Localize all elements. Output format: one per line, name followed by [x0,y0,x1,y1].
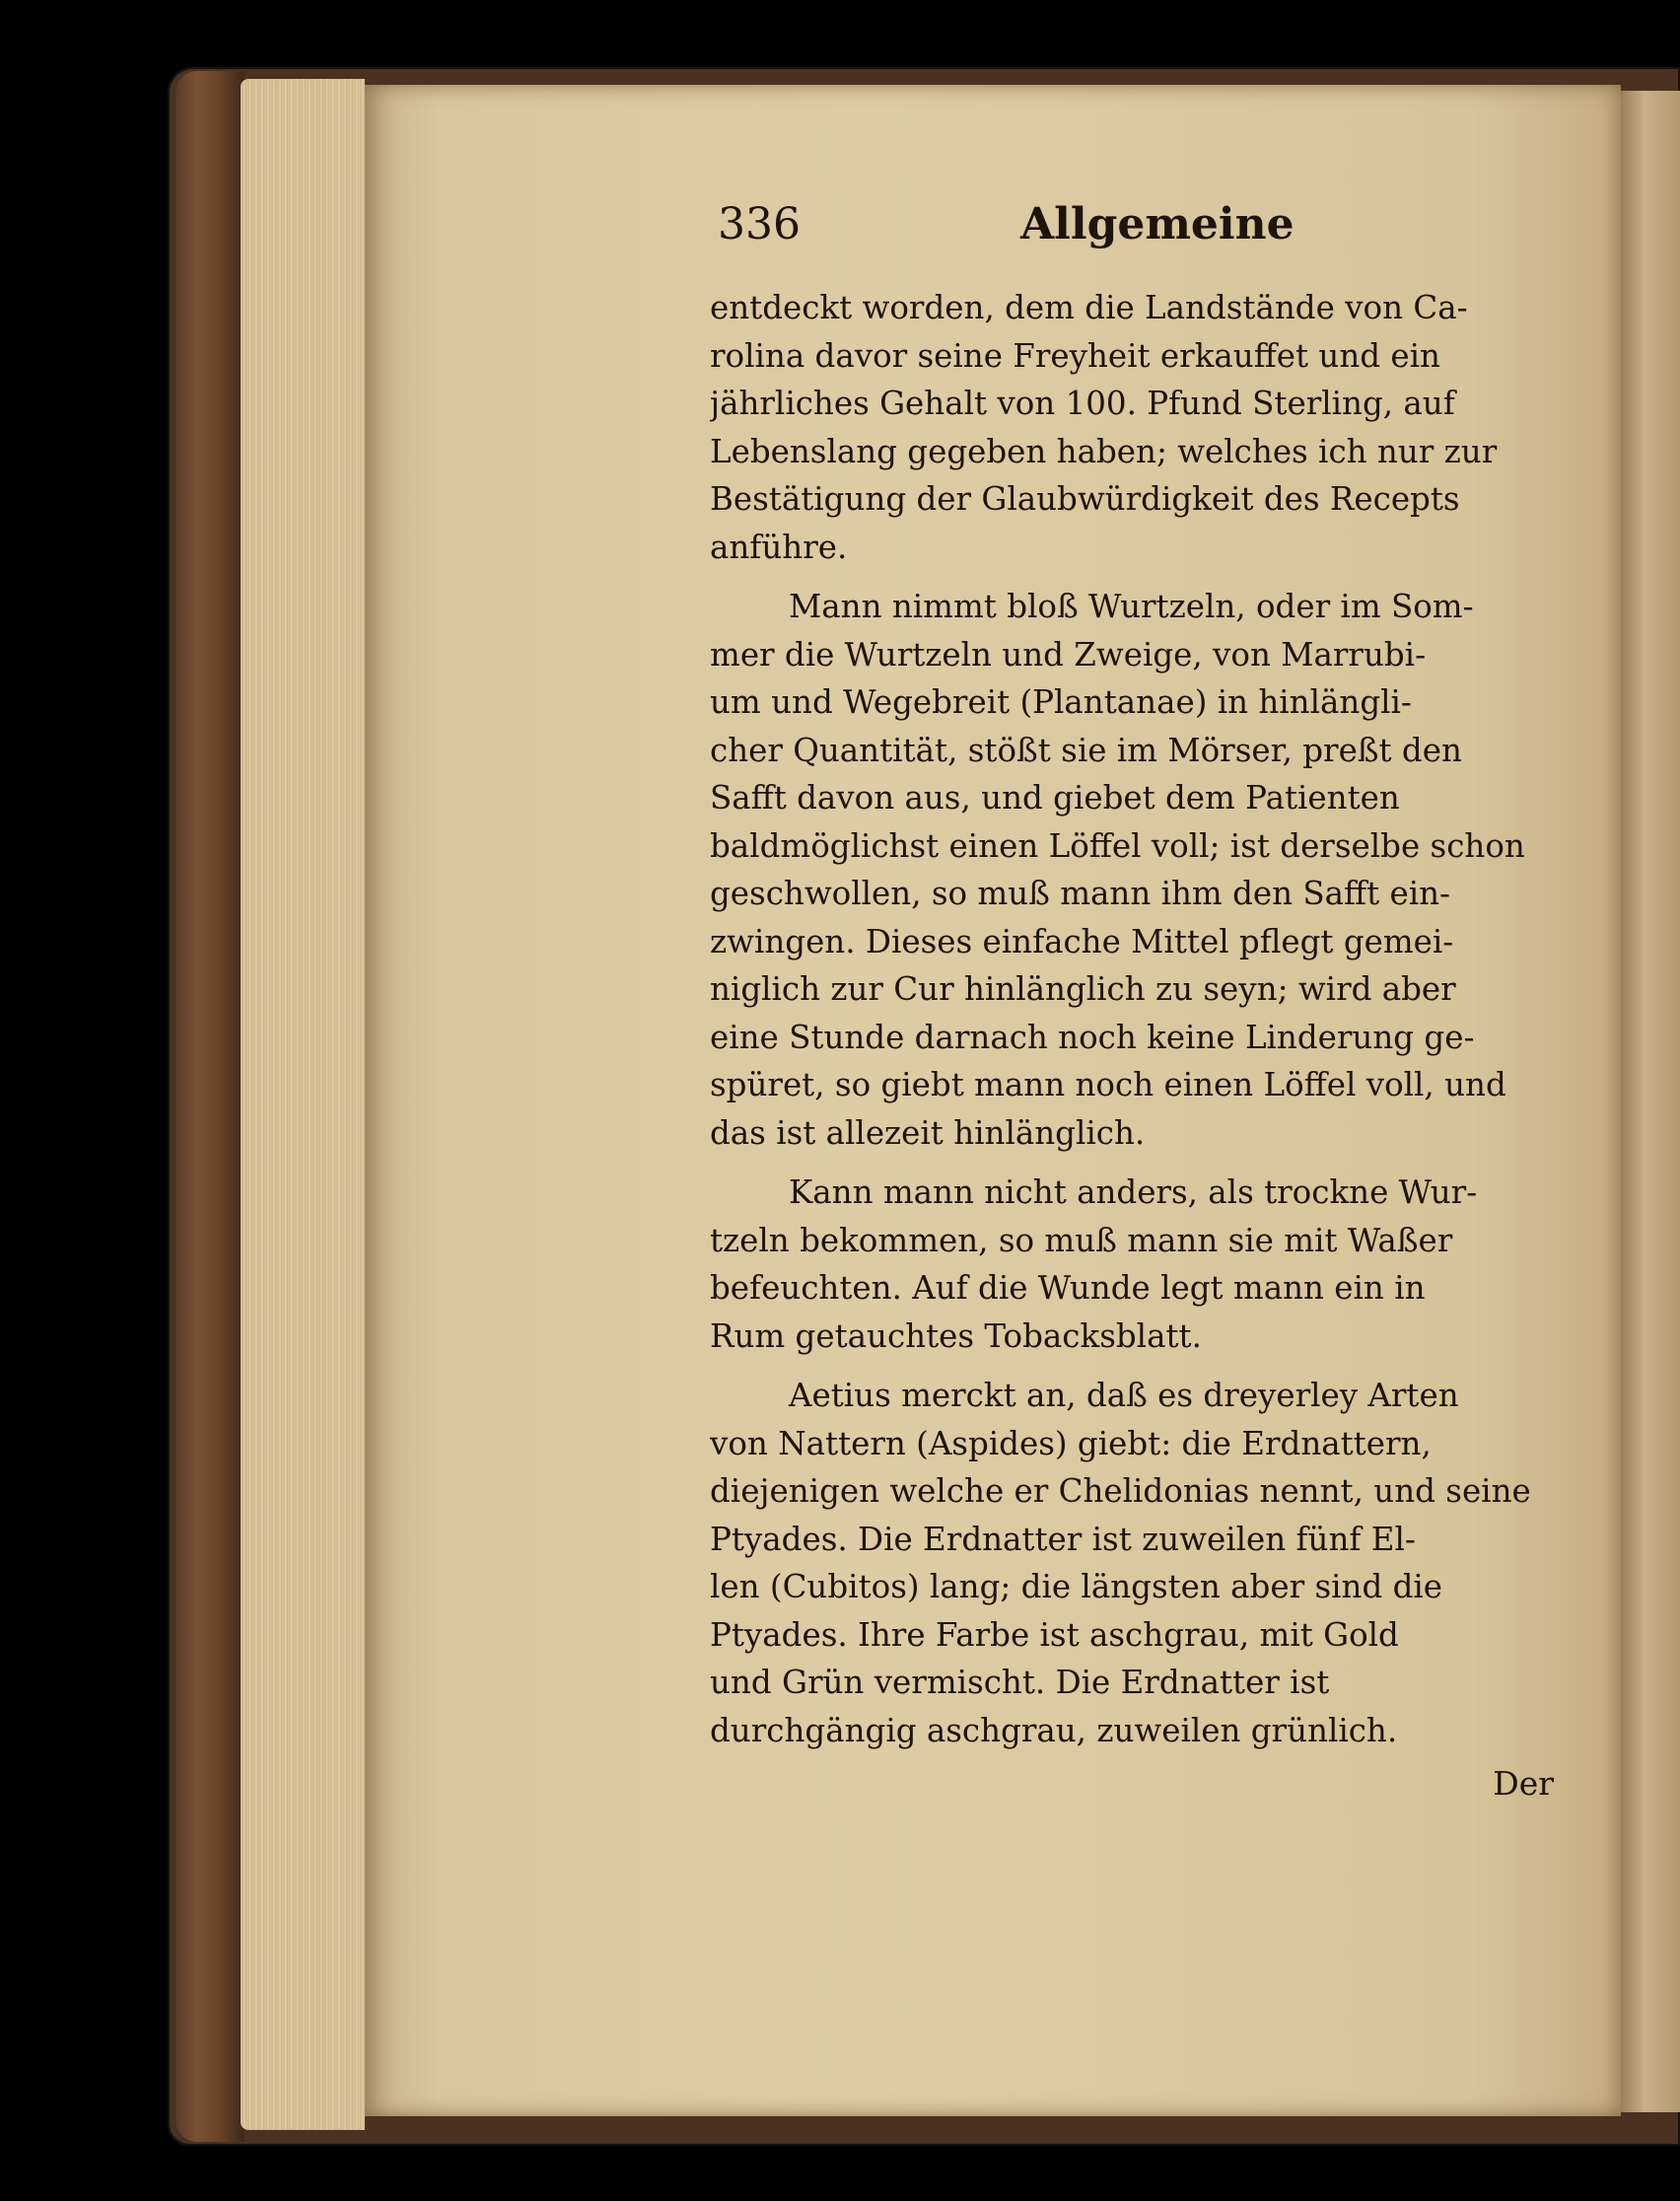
running-head: Allgemeine [1020,199,1295,249]
text-line: eine Stunde darnach noch keine Linderung ge- [710,1018,1475,1056]
text-line: Bestätigung der Glaubwürdigkeit des Recepts [710,480,1460,518]
facing-page-edge [1621,91,1680,2112]
text-line: rolina davor seine Freyheit erkauffet und ein [710,336,1440,375]
text-line: Rum getauchtes Tobacksblatt. [710,1316,1202,1355]
text-line: jährliches Gehalt von 100. Pfund Sterling, auf [710,385,1455,422]
text-line: Lebenslang gegeben haben; welches ich nur zur [710,432,1498,470]
text-line: Ptyades. Die Erdnatter ist zuweilen fünf El- [710,1520,1416,1558]
paragraph-4 [710,1372,1568,1754]
text-line: und Grün vermischt. Die Erdnatter ist [710,1664,1330,1701]
text-line: befeuchten. Auf die Wunde legt mann ein in [710,1269,1426,1307]
catchword: Der [1493,1764,1554,1803]
text-line: spüret, so giebt mann noch einen Löffel voll, und [710,1066,1506,1103]
text-line: baldmöglichst einen Löffel voll; ist derselbe schon [710,826,1525,865]
text-line: zwingen. Dieses einfache Mittel pflegt gemei- [710,922,1454,960]
text-line: Ptyades. Ihre Farbe ist aschgrau, mit Gold [710,1615,1399,1654]
page-header [710,193,1568,256]
paragraph-3 [710,1169,1568,1360]
text-line: cher Quantität, stößt sie im Mörser, preßt den [710,731,1462,769]
text-line: len (Cubitos) lang; die längsten aber sind die [710,1568,1443,1605]
book-cover-edge [175,71,245,2142]
text-line: von Nattern (Aspides) giebt: die Erdnattern, [710,1424,1432,1462]
text-line: Safft davon aus, und giebet dem Patienten [710,779,1400,816]
text-line: das ist allezeit hinlänglich. [710,1113,1146,1152]
text-line: niglich zur Cur hinlänglich zu seyn; wird aber [710,970,1456,1008]
text-line: entdeckt worden, dem die Landstände von Ca- [710,289,1468,326]
text-line: durchgängig aschgrau, zuweilen grünlich. [710,1711,1398,1749]
page-stack-edges [241,79,365,2130]
text-line: Mann nimmt bloß Wurtzeln, oder im Som- [789,588,1474,625]
text-line: tzeln bekommen, so muß mann sie mit Waßer [710,1221,1453,1259]
paragraph-1 [710,284,1568,571]
text-line: diejenigen welche er Chelidonias nennt, und seine [710,1472,1531,1510]
text-line: anführe. [710,528,848,566]
paragraph-2 [710,583,1568,1157]
text-line: mer die Wurtzeln und Zweige, von Marrubi- [710,635,1427,674]
page-text-block [710,193,1568,1810]
text-line: geschwollen, so muß mann ihm den Safft ein- [710,875,1451,912]
text-line: Kann mann nicht anders, als trockne Wur- [789,1173,1478,1211]
text-line: Aetius merckt an, daß es dreyerley Arten [789,1377,1459,1414]
text-line: um und Wegebreit (Plantanae) in hinlängli- [710,683,1412,721]
page-number: 336 [718,199,801,249]
